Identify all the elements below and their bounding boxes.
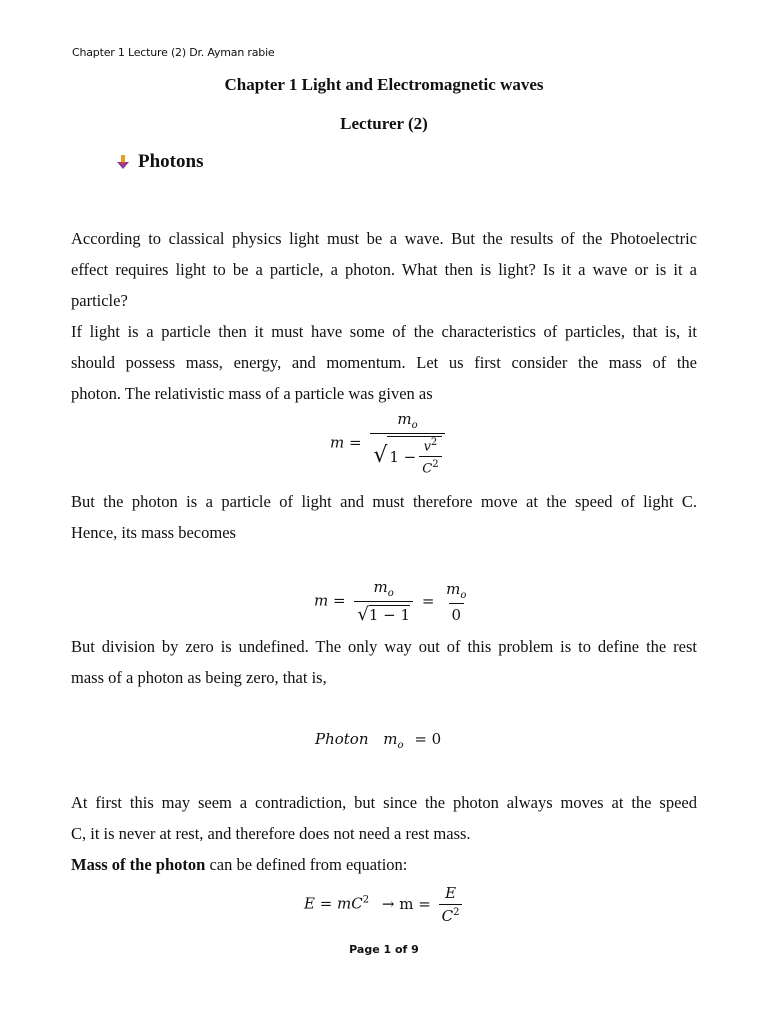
- exponent: 2: [430, 437, 438, 448]
- equation-rhs: = 0: [414, 730, 442, 748]
- equation-energy-mass: [304, 884, 462, 925]
- rest-subscript: o: [411, 420, 418, 431]
- sqrt-sign-icon: √: [357, 604, 369, 625]
- light-speed-symbol: C: [441, 907, 454, 925]
- velocity-symbol: v: [423, 439, 431, 455]
- rest-subscript: o: [387, 588, 394, 599]
- equation-lhs: m =: [314, 591, 346, 610]
- mass-symbol: m: [397, 410, 412, 428]
- section-heading-photons: [116, 151, 203, 173]
- equation-term: 1 − 1: [368, 606, 411, 624]
- photon-word: Photon: [315, 730, 369, 748]
- light-speed-symbol: C: [422, 461, 433, 477]
- exponent: 2: [453, 907, 460, 918]
- equation-term: 1 −: [389, 447, 417, 466]
- exponent: 2: [362, 894, 370, 906]
- paragraph-line: But division by zero is undefined. The only way out of this problem is to define the rest: [71, 637, 697, 656]
- lecture-subtitle: Lecturer (2): [340, 114, 428, 133]
- bold-term: Mass of the photon: [71, 855, 206, 874]
- paragraph-line: But the photon is a particle of light and must therefore move at the speed of light C.: [71, 492, 697, 511]
- chapter-title: Chapter 1 Light and Electromagnetic waves: [224, 75, 544, 94]
- arrow-icon: → m =: [381, 894, 431, 913]
- paragraph-line: If light is a particle then it must have some of the characteristics of particles, that is, it: [71, 322, 697, 341]
- paragraph-line: At first this may seem a contradiction, but since the photon always moves at the speed: [71, 793, 697, 812]
- energy-symbol: E: [445, 884, 457, 902]
- paragraph-line: mass of a photon as being zero, that is,: [71, 668, 327, 687]
- paragraph-2: [71, 316, 697, 409]
- equals-sign: =: [421, 591, 435, 610]
- equation-photon-mass: [314, 578, 469, 625]
- page-number: Page 1 of 9: [349, 943, 419, 956]
- paragraph-line: photon. The relativistic mass of a particle was given as: [71, 384, 433, 403]
- equation-lhs: m =: [330, 433, 362, 452]
- paragraph-5: [71, 787, 697, 849]
- paragraph-line: particle?: [71, 291, 128, 310]
- page-header: Chapter 1 Lecture (2) Dr. Ayman rabie: [72, 46, 275, 59]
- paragraph-6: [71, 849, 697, 880]
- paragraph-line: should possess mass, energy, and momentum. Let us first consider the mass of the: [71, 353, 697, 372]
- paragraph-line: According to classical physics light must be a wave. But the results of the Photoelectric: [71, 229, 697, 248]
- paragraph-3: [71, 486, 697, 548]
- mass-symbol: m: [373, 578, 388, 596]
- equation-relativistic-mass: [330, 410, 445, 477]
- paragraph-line: effect requires light to be a particle, a photon. What then is light? Is it a wave or is it a: [71, 260, 697, 279]
- section-heading-text: Photons: [138, 151, 204, 172]
- rest-subscript: o: [397, 740, 404, 751]
- paragraph-text: can be defined from equation:: [205, 855, 408, 874]
- paragraph-4: [71, 631, 697, 693]
- equation-lhs: E = mC: [304, 894, 363, 913]
- sqrt-sign-icon: √: [373, 443, 388, 469]
- rest-subscript: o: [460, 589, 467, 601]
- exponent: 2: [432, 459, 439, 471]
- paragraph-line: [71, 849, 697, 880]
- paragraph-line: Hence, its mass becomes: [71, 523, 236, 542]
- equation-photon-rest-mass: [315, 730, 441, 751]
- mass-symbol: m: [446, 579, 461, 598]
- arrow-bullet-icon: [116, 154, 130, 170]
- mass-symbol: m: [383, 730, 398, 748]
- zero-denominator: 0: [449, 603, 465, 624]
- paragraph-1: [71, 223, 697, 316]
- paragraph-line: C, it is never at rest, and therefore does not need a rest mass.: [71, 824, 471, 843]
